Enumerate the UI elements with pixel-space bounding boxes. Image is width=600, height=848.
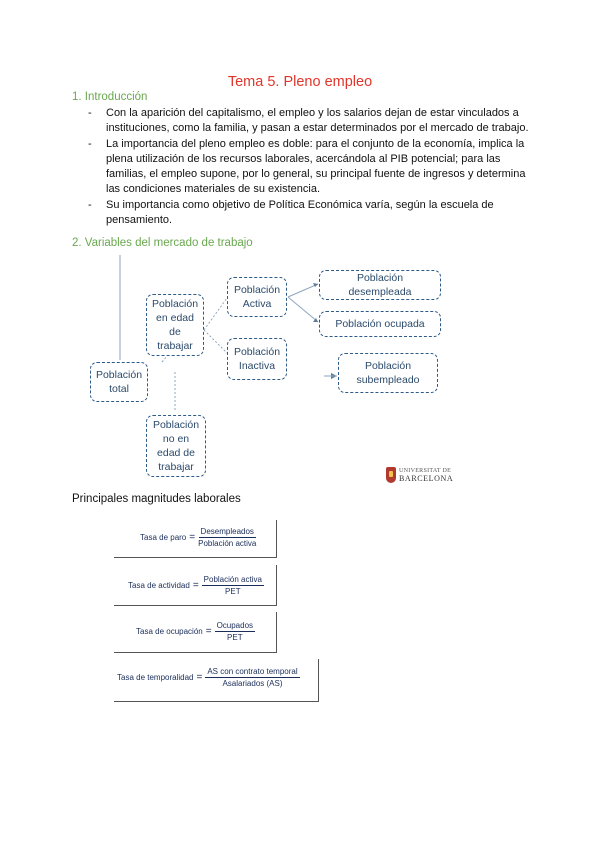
node-poblacion-desempleada: Población desempleada [319, 270, 441, 300]
node-poblacion-inactiva: Población Inactiva [227, 338, 287, 380]
list-item [88, 106, 538, 136]
node-poblacion-no-edad-trabajar: Población no en edad de trabajar [146, 415, 206, 477]
formula-operator: = [192, 580, 199, 591]
node-poblacion-ocupada: Población ocupada [319, 311, 441, 337]
connector-line [204, 330, 227, 353]
labor-market-diagram [0, 250, 600, 490]
formula-denominator: Asalariados (AS) [222, 679, 283, 688]
intro-bullet-list [88, 106, 538, 229]
formula-numerator: Desempleados [200, 527, 254, 536]
node-poblacion-activa: Población Activa [227, 277, 287, 317]
bullet-text: Su importancia como objetivo de Política Económica varía, según la escuela de pensamiento. [106, 199, 494, 226]
section-heading-introduccion: 1. Introducción [72, 91, 148, 103]
formula-operator: = [189, 532, 196, 543]
formula-numerator: AS con contrato temporal [207, 667, 298, 676]
formula-operator: = [205, 626, 212, 637]
formula-tasa-paro [140, 527, 256, 548]
connector-line [288, 284, 318, 297]
formula-denominator: Población activa [198, 539, 257, 548]
bullet-marker: - [88, 107, 92, 119]
formula-label: Tasa de ocupación [136, 627, 203, 636]
logo-line-1: UNIVERSITAT DE [399, 468, 452, 474]
bullet-text: La importancia del pleno empleo es doble: para el conjunto de la economía, implica la plena utilización de los recursos laborales, acercándola al PIB potencial; para las familias, el empleo supone, por lo general, su principal fuente de ingresos y determina las condiciones materiales de su existencia. [106, 138, 526, 195]
formula-tasa-ocupacion [136, 621, 255, 642]
formula-tasa-temporalidad [117, 667, 300, 688]
node-poblacion-subempleado: Población subempleado [338, 353, 438, 393]
formula-operator: = [196, 672, 203, 683]
bullet-marker: - [88, 138, 92, 150]
formula-label: Tasa de temporalidad [117, 673, 194, 682]
list-item [88, 198, 538, 228]
page-title: Tema 5. Pleno empleo [227, 74, 373, 90]
connector-line [204, 298, 227, 330]
crest-icon [386, 467, 396, 483]
section-heading-variables: 2. Variables del mercado de trabajo [72, 237, 253, 249]
formula-denominator: PET [225, 587, 241, 596]
formula-tasa-actividad [128, 575, 264, 596]
node-poblacion-edad-trabajar: Población en edad de trabajar [146, 294, 204, 356]
bullet-text: Con la aparición del capitalismo, el empleo y los salarios dejan de estar vinculados a instituciones, como la familia, y pasan a estar determinados por el mercado de trabajo. [106, 107, 529, 134]
formula-label: Tasa de actividad [128, 581, 190, 590]
bullet-marker: - [88, 199, 92, 211]
magnitudes-heading: Principales magnitudes laborales [72, 493, 241, 505]
connector-line [288, 297, 318, 322]
arrowhead [313, 283, 318, 287]
node-poblacion-total: Población total [90, 362, 148, 402]
list-item [88, 137, 538, 197]
formula-numerator: Ocupados [216, 621, 254, 630]
university-logo [386, 467, 453, 483]
logo-line-2: BARCELONA [399, 474, 454, 483]
formula-numerator: Población activa [203, 575, 262, 584]
formula-label: Tasa de paro [140, 533, 187, 542]
formula-denominator: PET [227, 633, 243, 642]
